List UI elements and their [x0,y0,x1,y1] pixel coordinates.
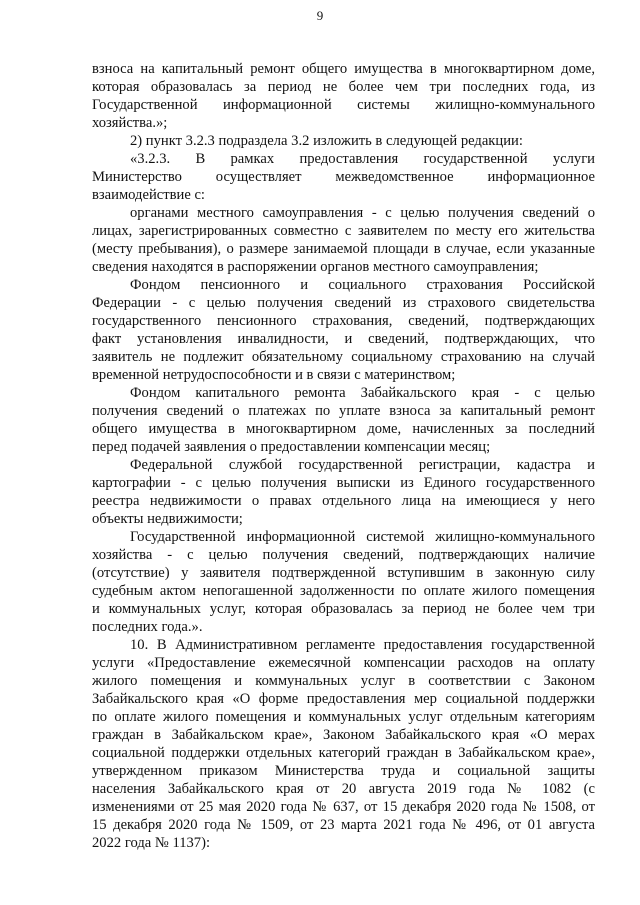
text-line: заявитель не подлежит обязательному социальному страхованию на случай [92,349,595,365]
text-line: хозяйства.»; [92,115,168,131]
text-line: «3.2.3. В рамках предоставления государственной услуги [130,151,595,167]
text-line: судебным актом непогашенной задолженности по оплате жилого помещения [92,583,595,599]
text-line: органами местного самоуправления - с целью получения сведений о [130,205,595,221]
text-line: картографии - с целью получения выписки из Единого государственного [92,475,595,491]
text-line: Министерство осуществляет межведомственное информационное [92,169,595,185]
text-line: реестра недвижимости о правах отдельного лица на имеющиеся у него [92,493,595,509]
text-line: Забайкальского края «О форме предоставления мер социальной поддержки [92,691,595,707]
text-line: государственного пенсионного страхования, сведений, подтверждающих [92,313,595,329]
text-line: социальной поддержки отдельных категорий граждан в Забайкальском крае», [92,745,595,761]
text-line: хозяйства - с целью получения сведений, подтверждающих наличие [92,547,595,563]
text-line: и коммунальных услуг, которая образовалась за период не более чем три [92,601,595,617]
text-line: 2022 года № 1137): [92,835,211,851]
text-line: взноса на капитальный ремонт общего имущества в многоквартирном доме, [92,61,595,77]
text-line: 2) пункт 3.2.3 подраздела 3.2 изложить в следующей редакции: [130,133,523,149]
document-body [92,60,595,852]
text-line: взаимодействие с: [92,187,205,203]
text-line: Фондом пенсионного и социального страхования Российской [130,277,595,293]
text-line: 10. В Административном регламенте предоставления государственной [130,637,595,653]
text-line: граждан в Забайкальском крае», Законом Забайкальского края «О мерах [92,727,595,743]
text-line: (отсутствие) у заявителя подтвержденной вступившим в законную силу [92,565,595,581]
text-line: которая образовалась за период не более чем три последних года, из [92,79,595,95]
text-line: по оплате жилого помещения и коммунальных услуг отдельным категориям [92,709,595,725]
text-line: жилого помещения и коммунальных услуг в соответствии с Законом [92,673,595,689]
text-line: лицах, зарегистрированных совместно с заявителем по месту его жительства [92,223,595,239]
text-line: утвержденном приказом Министерства труда и социальной защиты [92,763,595,779]
text-line: Федеральной службой государственной регистрации, кадастра и [130,457,595,473]
text-line: (месту пребывания), о размере занимаемой площади в случае, если указанные [92,241,595,257]
text-line: изменениями от 25 мая 2020 года № 637, от 15 декабря 2020 года № 1508, от [92,799,595,815]
text-line: последних года.». [92,619,203,635]
text-line: перед подачей заявления о предоставлении компенсации месяц; [92,439,491,455]
text-line: общего имущества в многоквартирном доме, начисленных за последний [92,421,595,437]
text-line: временной нетрудоспособности и в связи с материнством; [92,367,456,383]
text-line: факт установления инвалидности, и сведений, подтверждающих, что [92,331,595,347]
text-line: сведения находятся в распоряжении органов местного самоуправления; [92,259,539,275]
text-line: населения Забайкальского края от 20 августа 2019 года № 1082 (с [92,781,595,797]
text-line: 15 декабря 2020 года № 1509, от 23 марта 2021 года № 496, от 01 августа [92,817,595,833]
page-number: 9 [316,8,324,23]
text-line: получения сведений о платежах по уплате взноса за капитальный ремонт [92,403,595,419]
text-line: Фондом капитального ремонта Забайкальского края - с целью [130,385,595,401]
text-line: Государственной информационной системой жилищно-коммунального [130,529,595,545]
text-line: объекты недвижимости; [92,511,243,527]
text-line: Федерации - с целью получения сведений из страхового свидетельства [92,295,595,311]
text-line: Государственной информационной системы жилищно-коммунального [92,97,595,113]
text-line: услуги «Предоставление ежемесячной компенсации расходов на оплату [92,655,595,671]
